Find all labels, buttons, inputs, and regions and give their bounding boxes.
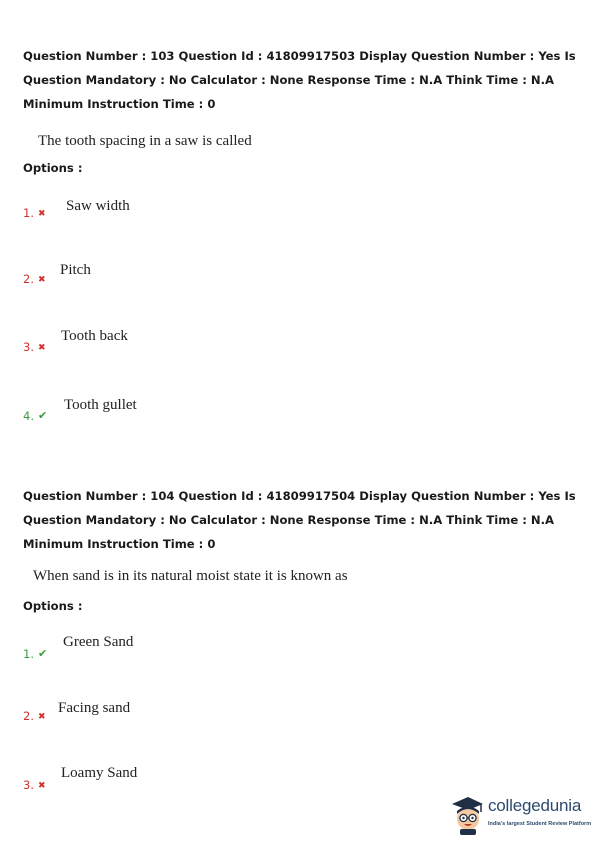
graduate-cap-face-icon — [448, 794, 486, 836]
brand-name: collegedunia — [488, 796, 582, 815]
q104-option-1-number: 1. ✔ — [23, 647, 48, 661]
question-104-header: Question Number : 104 Question Id : 41809917504 Display Question Number : Yes Is Question Mandatory : No Calculator : None Response Time : N.A Think Time : N.A Minimum Instruction Time : 0 — [23, 489, 576, 551]
q103-option-2-text: Pitch — [60, 262, 91, 278]
q104-option-1-text: Green Sand — [63, 634, 134, 650]
q103-option-2-number: 2. ✖ — [23, 272, 46, 286]
collegedunia-brand — [448, 794, 593, 838]
cross-icon: ✖ — [37, 275, 46, 285]
q103-option-1-text: Saw width — [66, 198, 130, 214]
q104-option-2-text: Facing sand — [58, 700, 131, 716]
question-103-header: Question Number : 103 Question Id : 41809917503 Display Question Number : Yes Is Question Mandatory : No Calculator : None Response Time : N.A Think Time : N.A Minimum Instruction Time : 0 — [23, 49, 576, 111]
cross-icon: ✖ — [37, 781, 46, 791]
question-104-text: When sand is in its natural moist state it is known as — [33, 568, 348, 584]
q104-option-3-number: 3. ✖ — [23, 778, 46, 792]
q104-option-2-number: 2. ✖ — [23, 709, 46, 723]
q103-option-1-number: 1. ✖ — [23, 206, 46, 220]
brand-tagline: India's largest Student Review Platform — [488, 821, 592, 827]
check-icon: ✔ — [37, 647, 48, 660]
check-icon: ✔ — [37, 409, 48, 422]
q103-option-3-text: Tooth back — [61, 328, 128, 344]
question-104-options-label: Options : — [23, 599, 83, 613]
cross-icon: ✖ — [37, 209, 46, 219]
q103-option-3-number: 3. ✖ — [23, 340, 46, 354]
q103-option-4-number: 4. ✔ — [23, 409, 48, 423]
q104-option-3-text: Loamy Sand — [61, 765, 138, 781]
question-103-options-label: Options : — [23, 161, 83, 175]
q103-option-4-text: Tooth gullet — [64, 397, 137, 413]
question-103-text: The tooth spacing in a saw is called — [38, 133, 252, 149]
cross-icon: ✖ — [37, 343, 46, 353]
cross-icon: ✖ — [37, 712, 46, 722]
